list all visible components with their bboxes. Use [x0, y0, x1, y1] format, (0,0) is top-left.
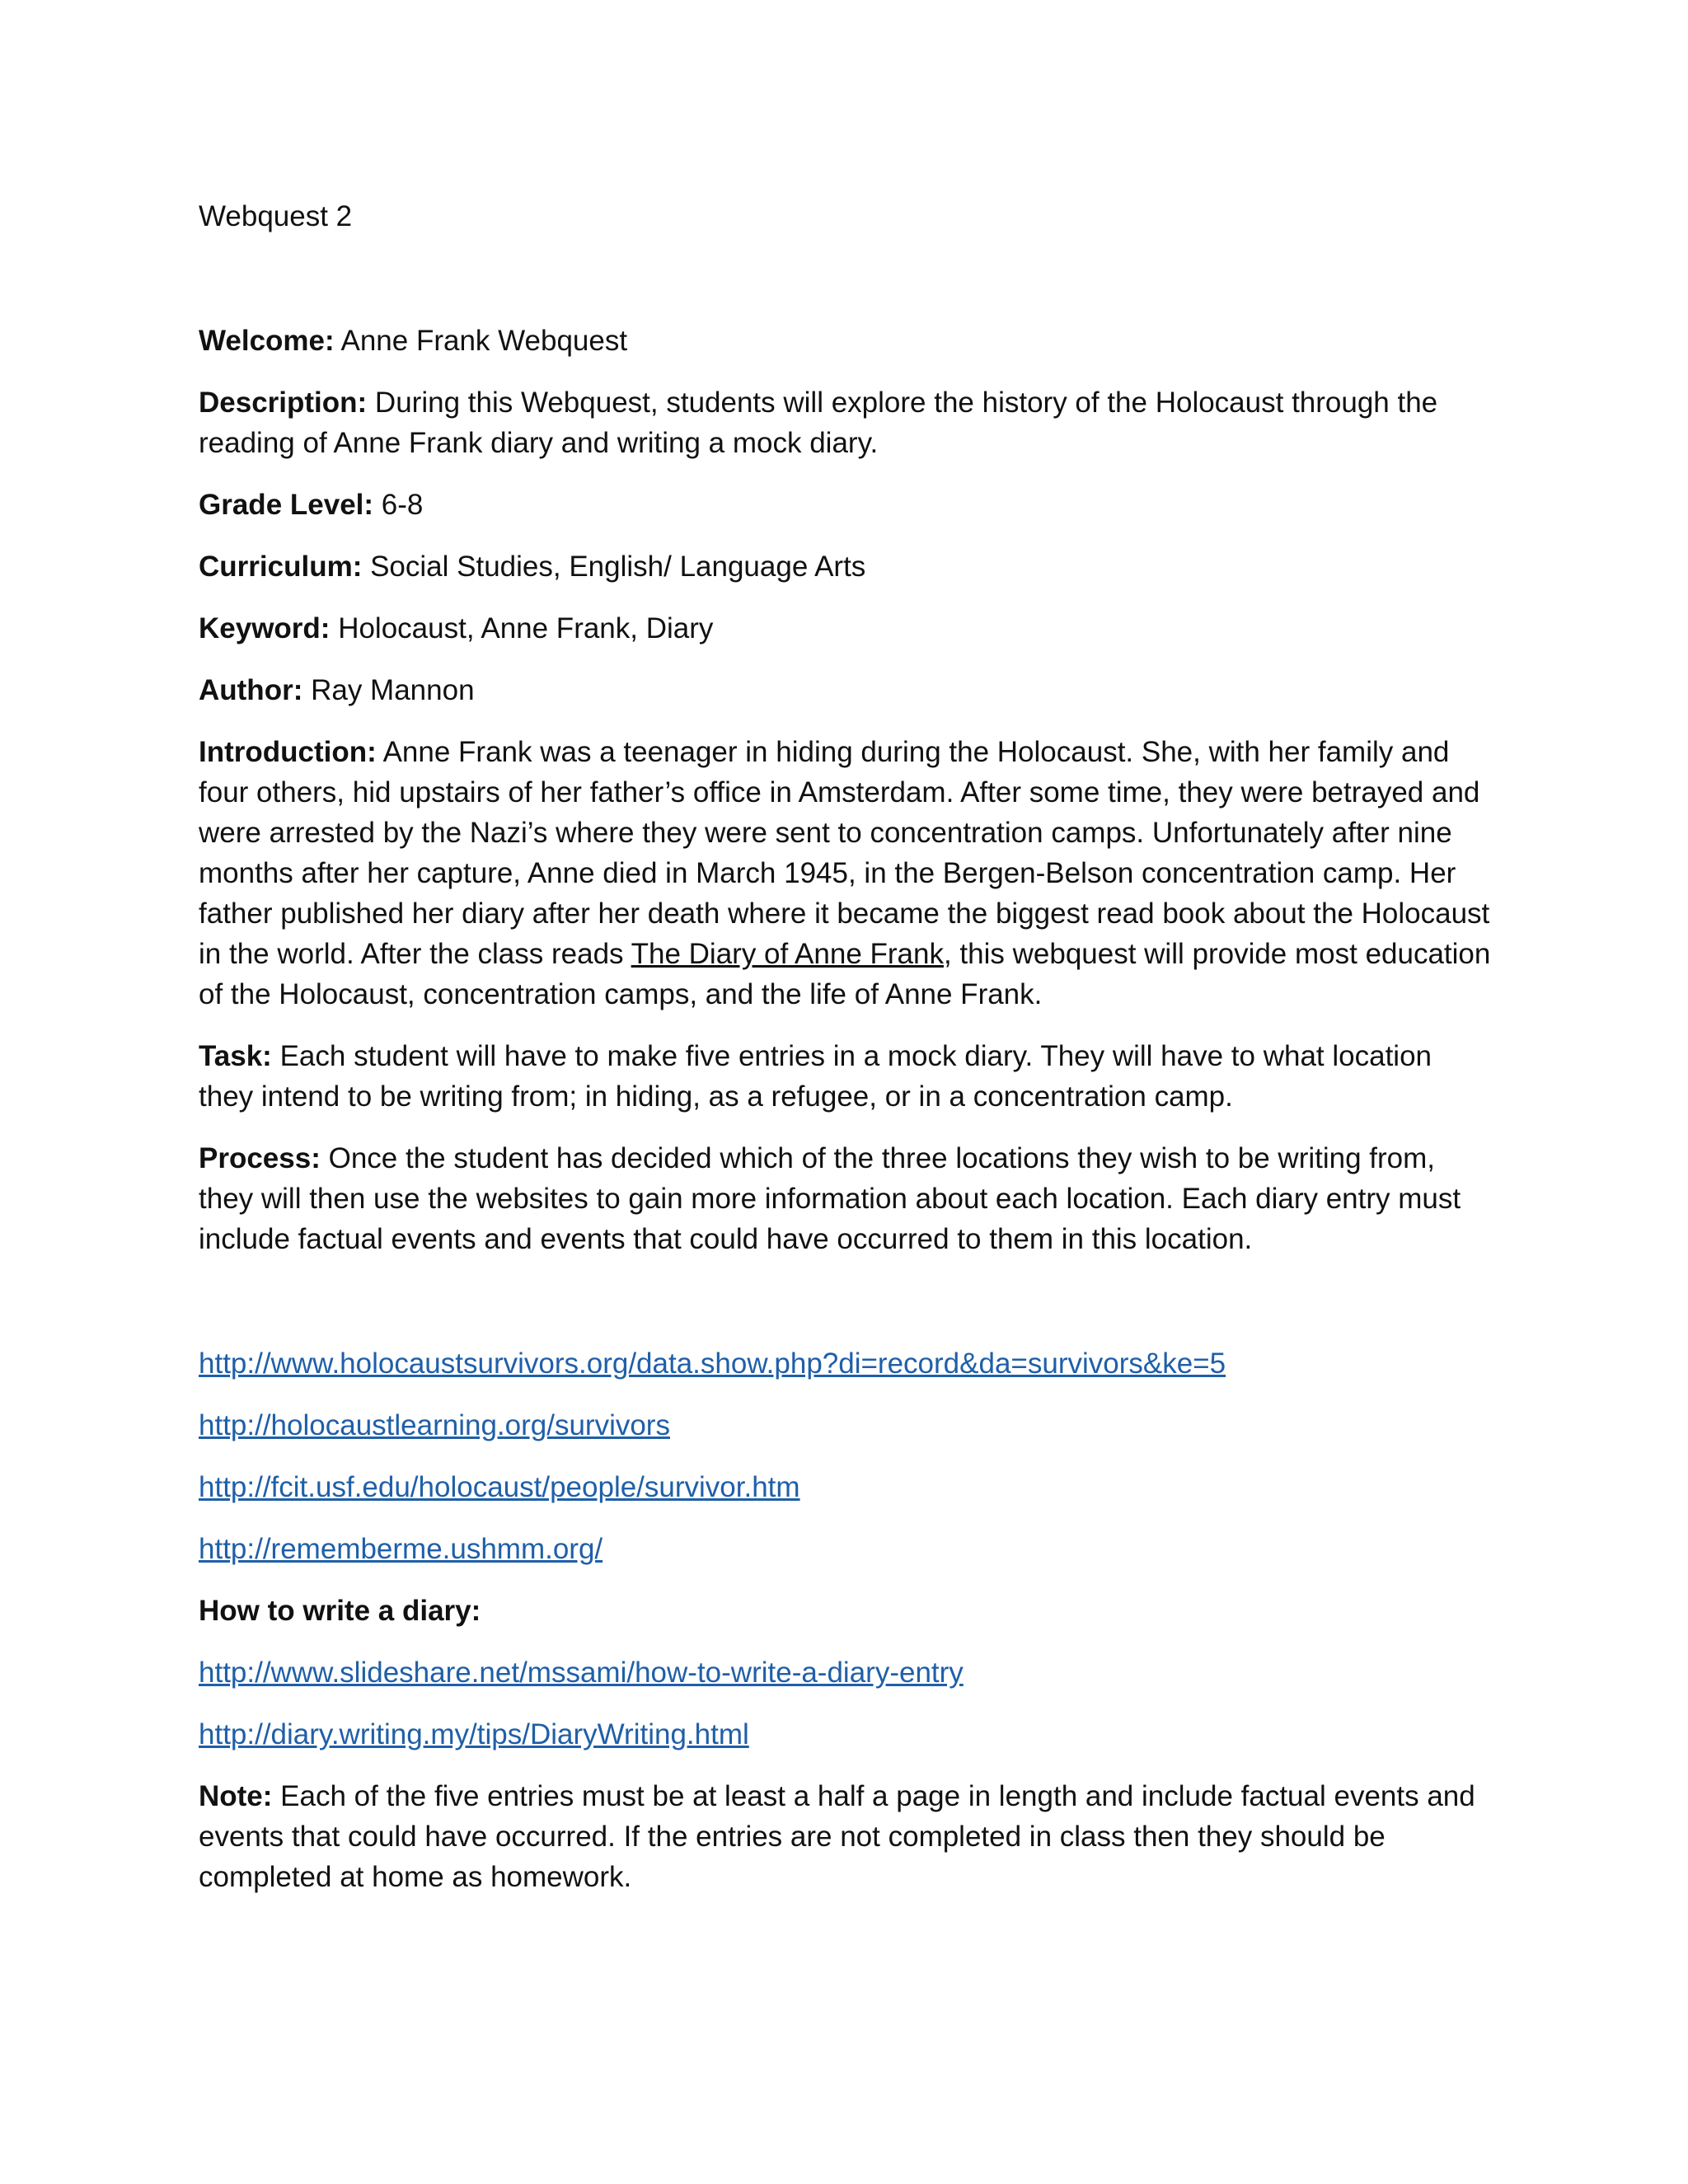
introduction-text-after: , this webquest will provide most education of the Holocaust, concentration camps, and the life of Anne Frank. — [199, 938, 1491, 1010]
resource-link-paragraph — [199, 1467, 1493, 1507]
note-label: Note: — [199, 1780, 273, 1812]
process-label: Process: — [199, 1142, 321, 1174]
curriculum-label: Curriculum: — [199, 551, 363, 583]
keyword-text: Holocaust, Anne Frank, Diary — [330, 612, 714, 644]
task-text: Each student will have to make five entries in a mock diary. They will have to what location they intend to be writing from; in hiding, as a refugee, or in a concentration camp. — [199, 1040, 1432, 1113]
task-paragraph — [199, 1036, 1493, 1117]
grade-level-text: 6-8 — [373, 489, 424, 521]
diary-heading: How to write a diary: — [199, 1595, 481, 1627]
description-label: Description: — [199, 387, 368, 419]
process-text: Once the student has decided which of the three locations they wish to be writing from, they will then use the websites to gain more information about each location. Each diary entry must include factual events and events that could have occurred to them in this location. — [199, 1142, 1461, 1255]
note-text: Each of the five entries must be at least a half a page in length and include factual events and events that could have occurred. If the entries are not completed in class then they should be completed at home as homework. — [199, 1780, 1475, 1893]
welcome-label: Welcome: — [199, 325, 335, 357]
diary-link-paragraph — [199, 1652, 1493, 1693]
resource-link-holocaust-survivors[interactable]: http://www.holocaustsurvivors.org/data.show.php?di=record&da=survivors&ke=5 — [199, 1347, 1226, 1380]
introduction-paragraph — [199, 732, 1493, 1015]
curriculum-paragraph — [199, 546, 1493, 587]
welcome-text: Anne Frank Webquest — [334, 325, 628, 357]
curriculum-text: Social Studies, English/ Language Arts — [362, 551, 866, 583]
resource-link-paragraph — [199, 1405, 1493, 1446]
resource-link-paragraph — [199, 1529, 1493, 1569]
resource-link-paragraph — [199, 1343, 1493, 1384]
introduction-text-before: Anne Frank was a teenager in hiding during the Holocaust. She, with her family and four others, hid upstairs of her father’s office in Amsterdam. After some time, they were betrayed and were arrested by the Nazi’s where they were sent to concentration camps. Unfortunately after nine months after her capture, Anne died in March 1945, in the Bergen-Belson concentration camp. Her father published her diary after her death where it became the biggest read book about the Holocaust in the world. After the class reads — [199, 736, 1490, 970]
author-text: Ray Mannon — [302, 674, 475, 706]
process-paragraph — [199, 1138, 1493, 1259]
note-paragraph — [199, 1776, 1493, 1897]
author-label: Author: — [199, 674, 303, 706]
resource-link-holocaust-learning[interactable]: http://holocaustlearning.org/survivors — [199, 1409, 670, 1441]
resource-link-fcit-usf[interactable]: http://fcit.usf.edu/holocaust/people/survivor.htm — [199, 1471, 800, 1503]
keyword-label: Keyword: — [199, 612, 331, 644]
introduction-label: Introduction: — [199, 736, 377, 768]
author-paragraph — [199, 670, 1493, 710]
book-title: The Diary of Anne Frank — [631, 938, 944, 970]
diary-link-diary-writing[interactable]: http://diary.writing.my/tips/DiaryWriting.html — [199, 1718, 749, 1750]
welcome-paragraph — [199, 321, 1493, 361]
task-label: Task: — [199, 1040, 272, 1072]
description-text: During this Webquest, students will explore the history of the Holocaust through the reading of Anne Frank diary and writing a mock diary. — [199, 387, 1438, 459]
document-title: Webquest 2 — [199, 200, 353, 232]
description-paragraph — [199, 382, 1493, 463]
grade-level-paragraph — [199, 485, 1493, 525]
keyword-paragraph — [199, 608, 1493, 649]
diary-link-paragraph — [199, 1714, 1493, 1755]
grade-level-label: Grade Level: — [199, 489, 374, 521]
document-page — [199, 196, 1493, 1919]
resource-link-remember-me[interactable]: http://rememberme.ushmm.org/ — [199, 1533, 603, 1565]
diary-link-slideshare[interactable]: http://www.slideshare.net/mssami/how-to-write-a-diary-entry — [199, 1657, 964, 1689]
